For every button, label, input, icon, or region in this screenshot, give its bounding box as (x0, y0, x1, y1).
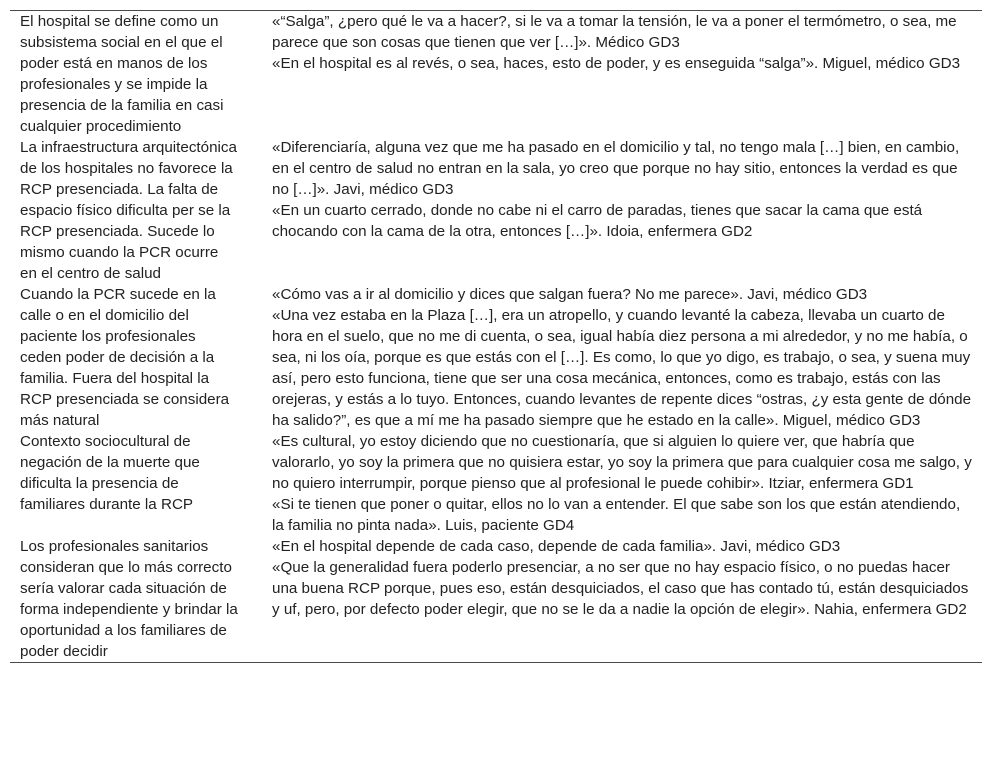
verbatim-quote: «“Salga”, ¿pero qué le va a hacer?, si le va a tomar la tensión, le va a poner el termómetro, o sea, me parece que son cosas que tienen que ver […]». Médico GD3 (272, 13, 957, 51)
quotes-cell (248, 536, 972, 620)
quotes-cell (248, 11, 972, 74)
theme-cell: El hospital se define como un subsistema social en el que el poder está en manos de los profesionales y se impide la presencia de la familia en casi cualquier procedimiento (20, 13, 224, 135)
quotes-cell (248, 284, 972, 431)
quotes-cell (248, 137, 972, 242)
quotes-cell (248, 431, 972, 536)
verbatim-quote: «Diferenciaría, alguna vez que me ha pasado en el domicilio y tal, no tengo mala […] bien, en cambio, en el centro de salud no entran en la sala, yo creo que porque no hay sitio, entonces la verdad es que no […]». Javi, médico GD3 (272, 139, 960, 198)
verbatim-quote: «En el hospital es al revés, o sea, haces, esto de poder, y es enseguida “salga”». Miguel, médico GD3 (272, 55, 961, 72)
table-row (10, 11, 982, 137)
verbatim-quote: «Que la generalidad fuera poderlo presenciar, a no ser que no hay espacio físico, o no puedas hacer una buena RCP porque, pues eso, están desquiciados, el caso que has contado tú, están desquiciados y uf, pero, por defecto poder elegir, que no se le da a nadie la opción de elegir». Nahia, enfermera GD2 (272, 559, 969, 618)
table-row (10, 284, 982, 431)
verbatim-quote: «Una vez estaba en la Plaza […], era un atropello, y cuando levanté la cabeza, llevaba un cuarto de hora en el suelo, que no me di cuenta, o sea, igual había diez persona a mi alrededor, y no me había, o sea, ni los oía, porque es que estás con el […]. Es como, lo que yo digo, es trabajo, o sea, y suena muy así, pero esto funciona, tiene que ser una cosa mecánica, entonces, como es trabajo, estás con las orejeras, y estás a lo tuyo. Entonces, cuando levantes de repente dices “ostras, ¿y esta gente de dónde ha salido?”, es que a mí me ha pasado siempre que he estado en la calle». Miguel, médico GD3 (272, 307, 972, 429)
table-row (10, 137, 982, 284)
verbatim-quote: «En un cuarto cerrado, donde no cabe ni el carro de paradas, tienes que sacar la cama que está chocando con la cama de la otra, entonces […]». Idoia, enfermera GD2 (272, 202, 923, 240)
theme-cell: Cuando la PCR sucede en la calle o en el domicilio del paciente los profesionales ceden poder de decisión a la familia. Fuera del hospital la RCP presenciada se considera más natural (20, 286, 230, 429)
theme-cell: Contexto sociocultural de negación de la muerte que dificulta la presencia de familiares durante la RCP (20, 433, 200, 513)
verbatim-quote: «Cómo vas a ir al domicilio y dices que salgan fuera? No me parece». Javi, médico GD3 (272, 286, 868, 303)
qualitative-results-table (10, 10, 982, 663)
theme-cell: Los profesionales sanitarios consideran que lo más correcto sería valorar cada situación de forma independiente y brindar la oportunidad a los familiares de poder decidir (20, 538, 238, 660)
verbatim-quote: «En el hospital depende de cada caso, depende de cada familia». Javi, médico GD3 (272, 538, 841, 555)
verbatim-quote: «Si te tienen que poner o quitar, ellos no lo van a entender. El que sabe son los que están atendiendo, la familia no pinta nada». Luis, paciente GD4 (272, 496, 961, 534)
theme-cell: La infraestructura arquitectónica de los hospitales no favorece la RCP presenciada. La falta de espacio físico dificulta per se la RCP presenciada. Sucede lo mismo cuando la PCR ocurre en el centro de salud (20, 139, 237, 282)
table-row (10, 536, 982, 662)
verbatim-quote: «Es cultural, yo estoy diciendo que no cuestionaría, que si alguien lo quiere ver, que habría que valorarlo, yo soy la primera que no quisiera estar, yo soy la primera que para cualquier cosa me salgo, y no quiero interrumpir, porque pienso que al profesional le puede cohibir». Itziar, enfermera GD1 (272, 433, 972, 492)
table-row (10, 431, 982, 536)
